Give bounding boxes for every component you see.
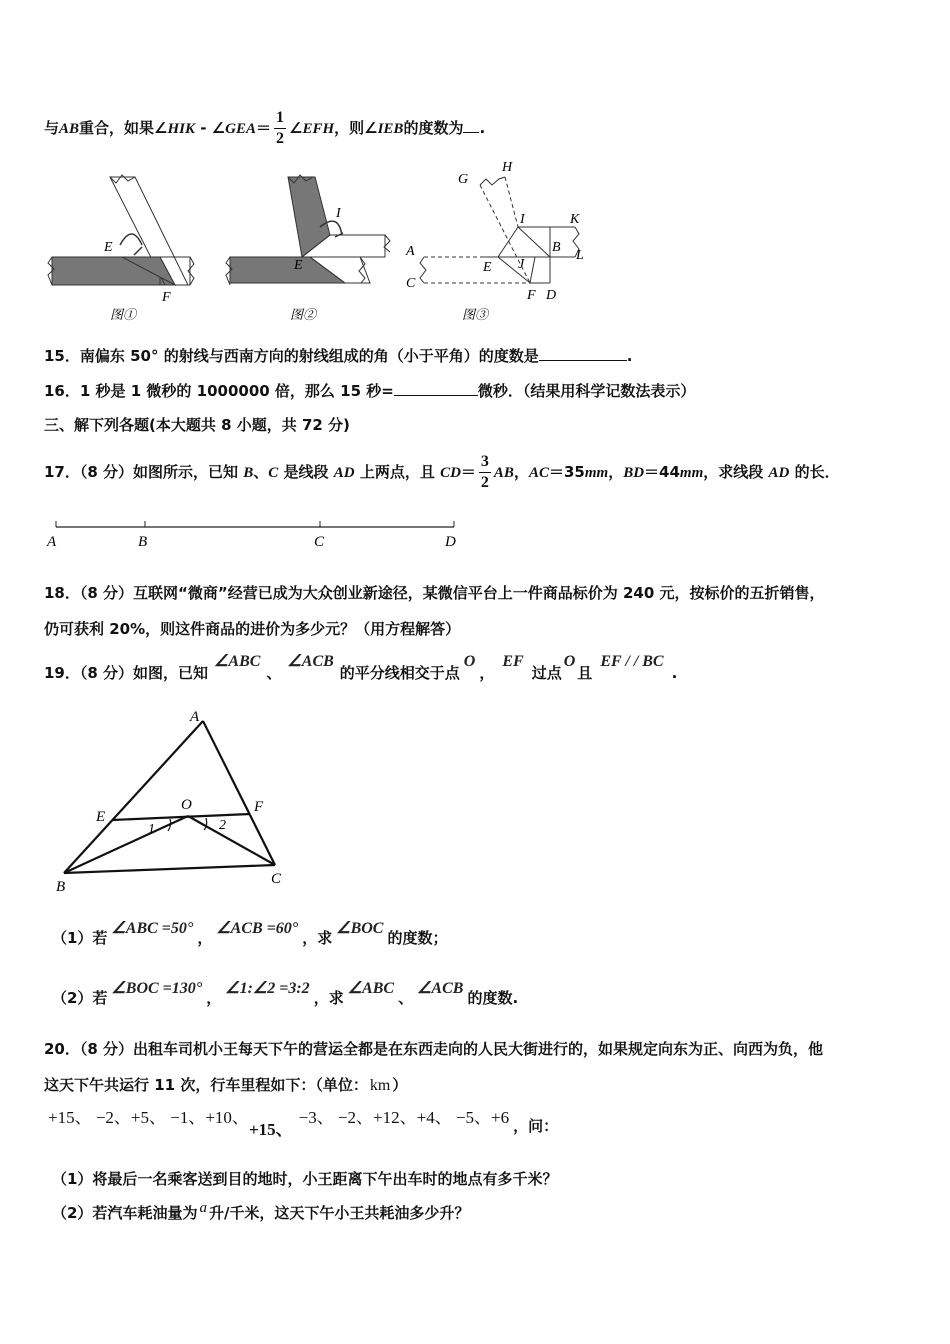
fig3-label-f: F: [527, 288, 536, 303]
point-label-a: A: [47, 534, 57, 550]
fig1-caption: 图①: [110, 307, 137, 322]
bisector-bo: [64, 816, 188, 873]
section-3-title: 三、解下列各题(本大题共 8 小题，共 72 分): [44, 416, 350, 434]
q19-part-2: （2）若∠BOC =130°，∠1:∠2 =3:2，求∠ABC、∠ACB的度数.: [52, 980, 519, 1007]
q20-line-2: 这天下午共运行 11 次，行车里程如下：（单位： km ）: [44, 1076, 408, 1094]
point-label-b: B: [138, 534, 148, 550]
tri-label-e: E: [96, 809, 106, 825]
q17: 17．（8 分）如图所示，已知 B、C 是线段 AD 上两点，且 CD＝ $\frac{3}{2}$ AB，AC＝35mm，BD＝44mm，求线段 AD 的长．: [44, 453, 840, 491]
fig3-label-b: B: [552, 240, 561, 255]
q16: 16．1 秒是 1 微秒的 1000000 倍，那么 15 秒= 微秒．（结果用科学记数法表示）: [44, 382, 696, 400]
q20-part-2: （2）若汽车耗油量为 a 升/千米，这天下午小王共耗油多少升？: [52, 1200, 470, 1222]
q17-fraction: $\frac{3}{2}$: [480, 453, 489, 491]
mileage-part-1: +15、 −2、+5、 −1、+10、: [48, 1108, 249, 1127]
q18-line-1: 18．（8 分）互联网“微商”经营已成为大众创业新途径，某微信平台上一件商品标价为 240 元，按标价的五折销售，: [44, 584, 825, 602]
fig2-caption: 图②: [290, 307, 317, 322]
fig3-label-h: H: [502, 160, 513, 175]
mileage-part-2: +15、: [248, 1120, 293, 1139]
q15: 15．南偏东 50° 的射线与西南方向的射线组成的角（小于平角）的度数是 .: [44, 347, 633, 365]
mileage-part-3: −3、 −2、+12、+4、 −5、+6: [298, 1108, 510, 1127]
fig3-label-i: I: [520, 212, 525, 227]
q14-figures: [40, 155, 600, 330]
tri-label-c: C: [271, 871, 282, 887]
q16-answer-blank: [394, 395, 478, 396]
q20-line-1: 20．（8 分）出租车司机小王每天下午的营运全都是在东西走向的人民大街进行的，如果规定向东为正、向西为负，他: [44, 1040, 824, 1058]
q14-line: 与AB重合，如果∠HIK - ∠GEA＝ $\frac{1}{2}$ ∠EFH，则∠IEB的度数为 .: [44, 109, 486, 147]
fig3-label-a: A: [406, 244, 415, 259]
q17-segment-diagram: [40, 515, 470, 553]
q18-line-2: 仍可获利 20%，则这件商品的进价为多少元？（用方程解答）: [44, 620, 461, 638]
tri-label-angle-1: 1: [148, 822, 155, 837]
q20-mileage-list: +15、 −2、+5、 −1、+10、+15、−3、 −2、+12、+4、 −5、+6 ，问：: [48, 1108, 559, 1139]
q19-triangle-diagram: [48, 705, 298, 895]
fig3-caption: 图③: [462, 307, 489, 322]
q14-fraction: $\frac{1}{2}$: [275, 109, 284, 147]
tri-label-angle-2: 2: [219, 818, 226, 833]
fig3-label-j: J: [518, 257, 525, 272]
fig1-label-e: E: [104, 240, 113, 255]
tri-label-b: B: [56, 879, 66, 895]
fig2-label-i: I: [336, 206, 341, 221]
fig3-label-e: E: [483, 260, 492, 275]
side-bc: [64, 865, 275, 873]
fig3-label-d: D: [546, 288, 557, 303]
q14-answer-blank: [463, 132, 479, 133]
fig3-label-l: L: [576, 248, 584, 263]
tri-label-o: O: [181, 797, 192, 813]
point-label-c: C: [314, 534, 325, 550]
point-label-d: D: [445, 534, 456, 550]
q19-stem: 19．（8 分）如图，已知∠ABC、∠ACB的平分线相交于点O，EF过点O且EF / / BC.: [44, 653, 678, 682]
q19-part-1: （1）若∠ABC =50°，∠ACB =60°，求∠BOC的度数；: [52, 920, 448, 947]
q20-part-1: （1）将最后一名乘客送到目的地时，小王距离下午出车时的地点有多千米？: [52, 1170, 558, 1188]
fig3-label-g: G: [458, 172, 469, 187]
fig3-label-k: K: [570, 212, 580, 227]
figure-2: [226, 175, 390, 322]
tri-label-a: A: [190, 709, 200, 725]
figure-3: [405, 160, 584, 322]
side-ac: [203, 721, 275, 865]
figure-1: [48, 175, 194, 322]
fig3-label-c: C: [406, 276, 416, 291]
q15-answer-blank: [539, 360, 627, 361]
tri-label-f: F: [254, 799, 264, 815]
fig1-label-f: F: [162, 290, 171, 305]
fig2-label-e: E: [294, 258, 303, 273]
